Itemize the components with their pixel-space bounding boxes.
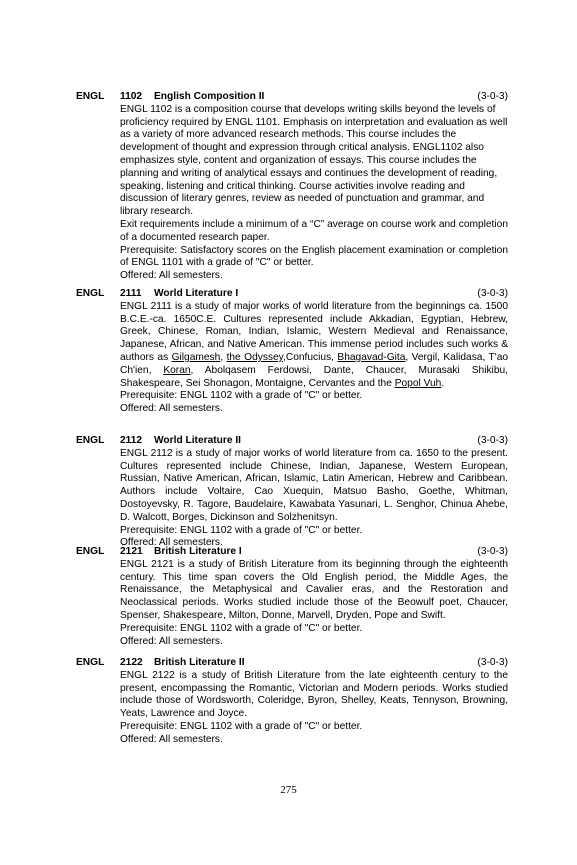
description-text: ENGL 2111 is a study of major works of world literature from the beginnings ca. 1500 B.C.E.-ca. 1650C.E. Cultures represented include Akkadian, Egyptian, Hebrew, Greek, Chinese, Roman, Indian, Islamic, Western Medieval and Renaissance, Japanese, African, and Native American. This immense period includes such works & authors as: [120, 300, 508, 363]
course-exit-requirements: Exit requirements include a minimum of a “C” average on course work and completion of a documented research paper.: [120, 218, 508, 243]
description-text: , Abolqasem Ferdowsi, Dante, Chaucer, Murasaki Shikibu, Shakespeare, Sei Shonagon, Montaigne, Cervantes and the: [120, 364, 508, 389]
course-heading: [120, 91, 508, 104]
course-entry-engl-2121: [76, 546, 508, 648]
course-credits: (3-0-3): [477, 657, 508, 668]
page-number: 275: [280, 784, 297, 796]
work-title-popol-vuh: Popol Vuh: [394, 377, 442, 389]
description-text: , Vergil, Kalidasa, T'ao Ch'ien,: [120, 351, 509, 376]
course-subject: ENGL: [76, 435, 105, 446]
course-body: [120, 670, 508, 747]
course-subject: ENGL: [76, 91, 105, 102]
course-title: World Literature I: [154, 288, 239, 299]
description-text: ,: [220, 351, 227, 363]
course-body: [120, 448, 508, 550]
course-offered: Offered: All semesters.: [120, 403, 223, 415]
course-description: ENGL 1102 is a composition course that develops writing skills beyond the levels of proficiency required by ENGL 1101. Emphasis on interpretation and evaluation as well as a variety of more advanced research methods. This course includes the development of thought and expression through critical analysis. ENGL1102 also emphasizes style, content and organization of essays. This course includes the planning and writing of analytical essays and continues the development of reading, speaking, listening and critical thinking. Course activities involve reading and discussion of literary genres, review as needed of punctuation and grammar, and library research.: [120, 103, 508, 218]
course-heading: [120, 657, 508, 670]
work-title-bhagavad-gita: Bhagavad-Gita: [337, 351, 406, 363]
course-prerequisite: Prerequisite: ENGL 1102 with a grade of "C" or better.: [120, 622, 363, 634]
course-heading: [120, 435, 508, 448]
course-entry-engl-2122: [76, 657, 508, 747]
course-title: British Literature I: [154, 546, 242, 557]
description-text: ,Confucius,: [283, 351, 338, 363]
course-number: 2112: [120, 435, 143, 446]
course-heading: [120, 288, 508, 301]
work-title-koran: Koran: [163, 364, 191, 376]
course-body: [120, 104, 508, 283]
course-entry-engl-2111: [76, 288, 508, 416]
course-body: [120, 301, 508, 416]
description-text: .: [441, 377, 445, 389]
course-offered: Offered: All semesters.: [120, 537, 223, 549]
course-prerequisite: Prerequisite: ENGL 1102 with a grade of "C" or better.: [120, 524, 363, 536]
course-offered: Offered: All semesters.: [120, 635, 223, 647]
course-number: 2122: [120, 657, 143, 668]
course-number: 1102: [120, 91, 143, 102]
course-prerequisite: Prerequisite: ENGL 1102 with a grade of "C" or better.: [120, 390, 363, 402]
course-title: English Composition II: [154, 91, 265, 102]
course-prerequisite: Prerequisite: ENGL 1102 with a grade of "C" or better.: [120, 720, 363, 732]
course-entry-engl-1102: [76, 91, 508, 283]
course-credits: (3-0-3): [477, 91, 508, 102]
course-subject: ENGL: [76, 657, 105, 668]
course-offered: Offered: All semesters.: [120, 270, 223, 282]
course-number: 2111: [120, 288, 142, 299]
course-prerequisite: Prerequisite: Satisfactory scores on the English placement examination or completion of ENGL 1101 with a grade of "C" or better.: [120, 244, 508, 269]
course-description: ENGL 2112 is a study of major works of world literature from ca. 1650 to the present. Cultures represented include Chinese, Indian, Japanese, Western European, Russian, Native American, African, Islamic, Latin American, Hebrew and Caribbean. Authors include Voltaire, Cao Xuequin, Matsuo Basho, Goethe, Whitman, Dostoyevsky, R. Tagore, Baudelaire, Kawabata Yasunari, L. Senghor, Chinua Ahebe, D. Walcott, Borges, Dickinson and Solzhenitsyn.: [120, 447, 508, 523]
course-title: World Literature II: [154, 435, 241, 446]
course-description: [120, 301, 508, 391]
work-title-gilgamesh: Gilgamesh: [171, 351, 221, 363]
course-entry-engl-2112: [76, 435, 508, 550]
course-subject: ENGL: [76, 288, 105, 299]
course-credits: (3-0-3): [477, 435, 508, 446]
course-title: British Literature II: [154, 657, 245, 668]
course-credits: (3-0-3): [477, 546, 508, 557]
course-heading: [120, 546, 508, 559]
course-number: 2121: [120, 546, 143, 557]
course-credits: (3-0-3): [477, 288, 508, 299]
course-body: [120, 559, 508, 649]
course-offered: Offered: All semesters.: [120, 733, 223, 745]
course-subject: ENGL: [76, 546, 105, 557]
work-title-odyssey: the Odyssey: [226, 351, 284, 363]
course-description: ENGL 2122 is a study of British Literature from the late eighteenth century to the present, encompassing the Romantic, Victorian and Modern periods. Works studied include those of Wordsworth, Coleridge, Byron, Shelley, Keats, Tennyson, Browning, Yeats, Lawrence and Joyce.: [120, 669, 508, 720]
course-description: ENGL 2121 is a study of British Literature from its beginning through the eighteenth century. This time span covers the Old English period, the Middle Ages, the Renaissance, the Metaphysical and Cavalier eras, and the Restoration and Neoclassical periods. Works studied include those of the Beowulf poet, Chaucer, Spenser, Shakespeare, Milton, Donne, Marvell, Dryden, Pope and Swift.: [120, 558, 508, 621]
